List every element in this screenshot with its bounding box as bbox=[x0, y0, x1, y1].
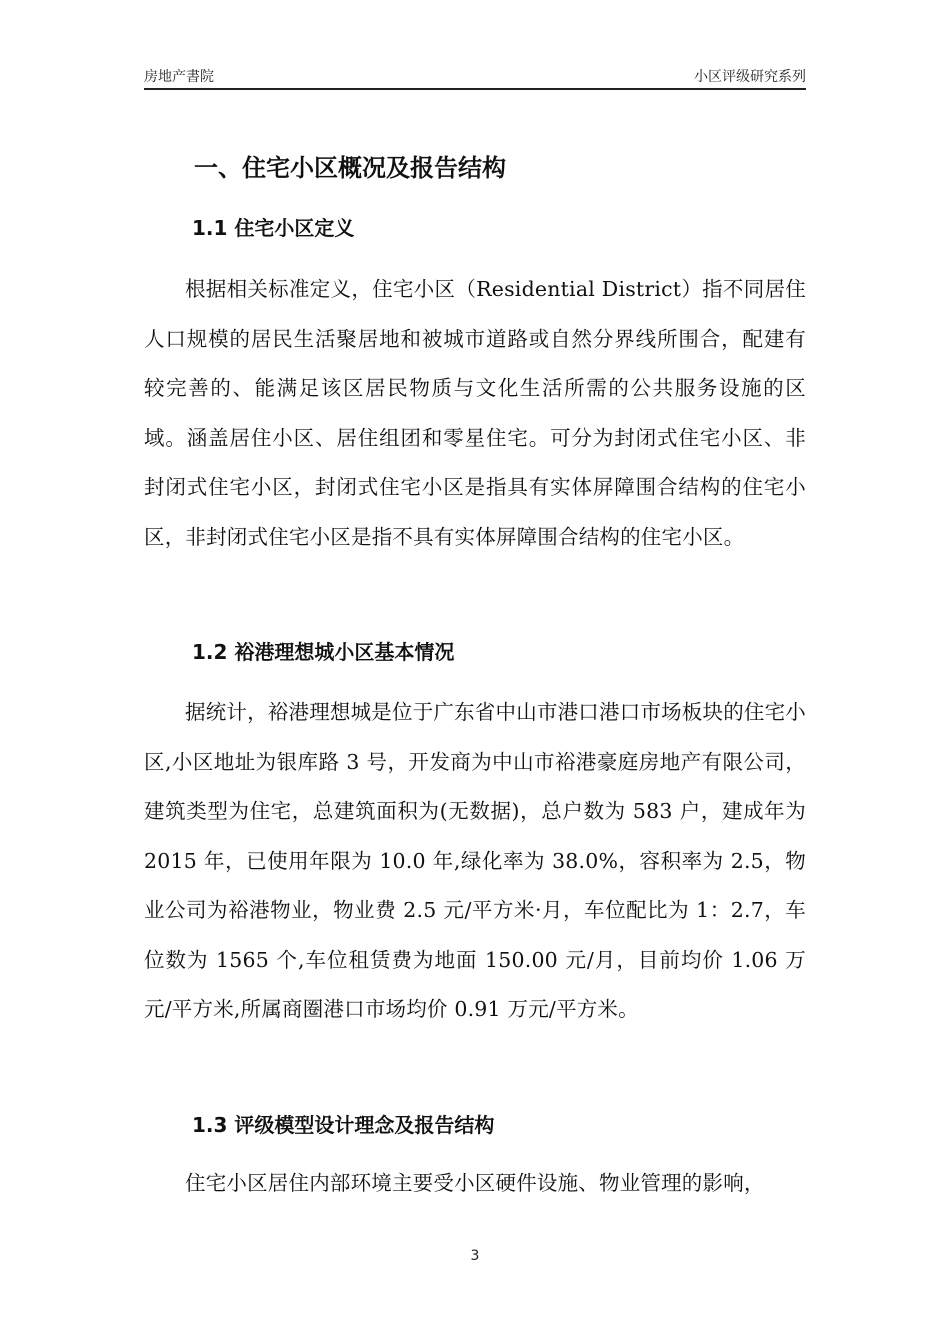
section-title: 一、住宅小区概况及报告结构 bbox=[194, 154, 506, 182]
paragraph-model-design: 住宅小区居住内部环境主要受小区硬件设施、物业管理的影响， bbox=[185, 1171, 765, 1195]
paragraph-basic-info: 据统计，裕港理想城是位于广东省中山市港口港口市场板块的住宅小区,小区地址为银库路 3 号，开发商为中山市裕港豪庭房地产有限公司，建筑类型为住宅，总建筑面积为(无数据)，总户数为 583 户，建成年为 2015 年，已使用年限为 10.0 年,绿化率为 38.0%，容积率为 2.5，物业公司为裕港物业，物业费 2.5 元/平方米·月，车位配比为 1：2.7，车位数为 1565 个,车位租赁费为地面 150.00 元/月，目前均价 1.06 万元/平方米,所属商圈港口市场均价 0.91 万元/平方米。 bbox=[144, 700, 806, 1021]
header-series-title: 小区评级研究系列 bbox=[694, 69, 806, 85]
page-header bbox=[144, 66, 806, 88]
paragraph-definition: 根据相关标准定义，住宅小区（Residential District）指不同居住人口规模的居民生活聚居地和被城市道路或自然分界线所围合，配建有较完善的、能满足该区居民物质与文化生活所需的公共服务设施的区域。涵盖居住小区、居住组团和零星住宅。可分为封闭式住宅小区、非封闭式住宅小区，封闭式住宅小区是指具有实体屏障围合结构的住宅小区，非封闭式住宅小区是指不具有实体屏障围合结构的住宅小区。 bbox=[144, 277, 806, 549]
subsection-title-1-3: 1.3 评级模型设计理念及报告结构 bbox=[192, 1113, 495, 1137]
page-number: 3 bbox=[470, 1248, 480, 1264]
header-publisher: 房地产書院 bbox=[144, 69, 214, 85]
header-divider bbox=[144, 88, 806, 90]
subsection-title-1-2: 1.2 裕港理想城小区基本情况 bbox=[192, 640, 455, 664]
subsection-title-1-1: 1.1 住宅小区定义 bbox=[192, 216, 355, 240]
